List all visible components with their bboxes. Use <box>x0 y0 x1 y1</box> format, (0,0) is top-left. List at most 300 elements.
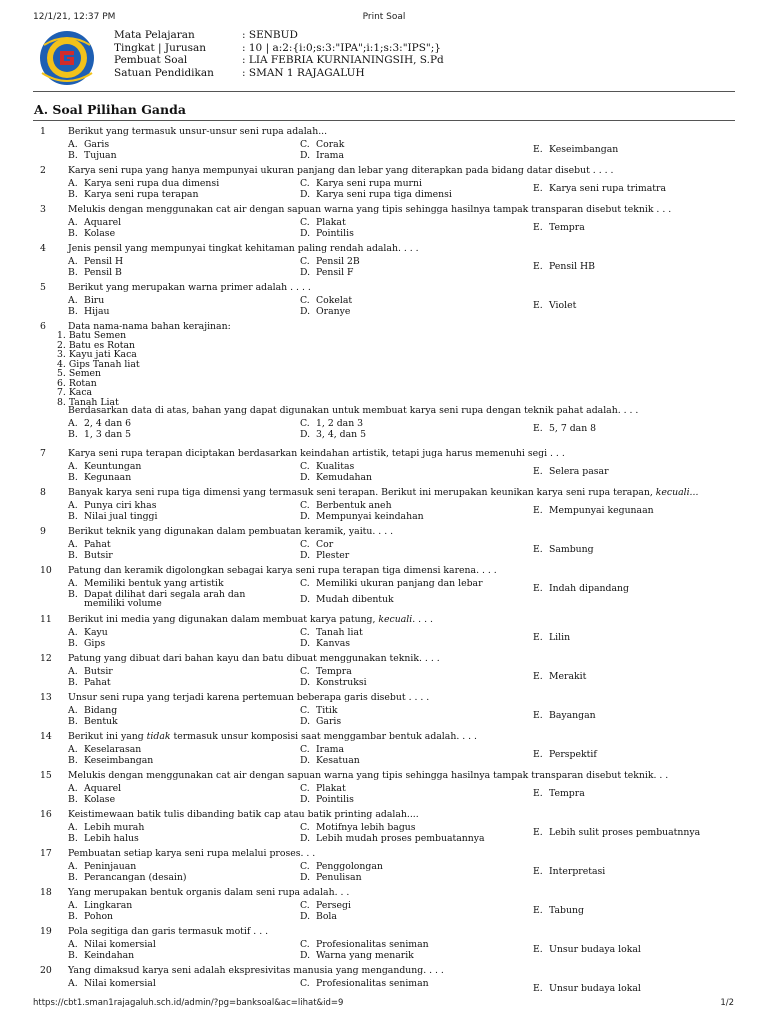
option-letter: D. <box>300 872 311 883</box>
option-text: Pahat <box>84 539 111 550</box>
option-a <box>68 217 121 228</box>
option-letter: E. <box>533 183 543 194</box>
option-text: Titik <box>316 705 338 716</box>
option-letter: E. <box>533 261 543 272</box>
option-text: Keseimbangan <box>84 755 154 766</box>
option-letter: E. <box>533 222 543 233</box>
option-e <box>533 983 641 994</box>
question-stem <box>68 809 733 820</box>
question-number: 6 <box>40 321 46 332</box>
stem-text: Unsur seni rupa yang terjadi karena pertemuan beberapa garis disebut . . . . <box>68 692 430 703</box>
option-text: Kemudahan <box>316 472 373 483</box>
stem-text: Pembuatan setiap karya seni rupa melalui proses. . . <box>68 848 316 859</box>
option-c <box>300 578 483 589</box>
stem-text: Karya seni rupa terapan diciptakan berdasarkan keindahan artistik, tetapi juga harus memenuhi segi . . . <box>68 448 565 459</box>
option-text: Karya seni rupa terapan <box>84 189 199 200</box>
print-title: Print Soal <box>362 12 406 22</box>
option-d <box>300 429 366 440</box>
option-letter: D. <box>300 267 311 278</box>
print-page-number: 1/2 <box>720 998 734 1008</box>
option-letter: C. <box>300 217 310 228</box>
option-letter: D. <box>300 228 311 239</box>
option-text: Gips <box>84 638 106 649</box>
option-a <box>68 461 141 472</box>
option-letter: E. <box>533 632 543 643</box>
question-stem <box>68 731 733 742</box>
option-b <box>68 950 134 961</box>
option-e <box>533 905 584 916</box>
option-text: Lilin <box>549 632 571 643</box>
option-text: Profesionalitas seniman <box>316 939 429 950</box>
question-stem <box>68 887 733 898</box>
option-c <box>300 178 422 189</box>
option-letter: B. <box>68 150 78 161</box>
option-c <box>300 666 352 677</box>
browser-print-header <box>0 12 768 26</box>
stem-emphasis: tidak <box>146 731 171 742</box>
option-text: Konstruksi <box>316 677 367 688</box>
question-stem <box>68 448 733 459</box>
question-stem <box>68 653 733 664</box>
materials-list-item: 7. Kaca <box>57 387 93 398</box>
browser-print-footer <box>0 998 768 1012</box>
option-c <box>300 705 338 716</box>
option-letter: D. <box>300 677 311 688</box>
option-text: Lebih halus <box>84 833 139 844</box>
option-a <box>68 578 224 589</box>
option-letter: E. <box>533 300 543 311</box>
print-datetime: 12/1/21, 12:37 PM <box>33 12 116 22</box>
option-text: Lebih sulit proses pembuatnnya <box>549 827 701 838</box>
option-e <box>533 144 618 155</box>
option-text: Kayu <box>84 627 108 638</box>
option-letter: C. <box>300 139 310 150</box>
materials-list-item: 4. Gips Tanah liat <box>57 358 140 370</box>
stem-text: Keistimewaan batik tulis dibanding batik cap atau batik printing adalah.... <box>68 809 419 820</box>
option-text: Keindahan <box>84 950 135 961</box>
option-text: Lebih mudah proses pembuatannya <box>316 833 485 844</box>
stem-text: termasuk unsur komposisi saat menggambar bentuk adalah. . . . <box>170 731 478 742</box>
question-number: 2 <box>40 165 46 176</box>
option-a <box>68 139 109 150</box>
option-letter: A. <box>68 822 78 833</box>
stem-text: Banyak karya seni rupa tiga dimensi yang termasuk seni terapan. Berikut ini merupakan keunikan karya seni rupa terapan, <box>68 487 653 498</box>
stem-emphasis: kecuali. . . . <box>375 614 433 625</box>
option-text: Tujuan <box>84 150 117 161</box>
option-letter: A. <box>68 461 78 472</box>
option-text: Kolase <box>84 794 116 805</box>
materials-list-item: 2. Batu es Rotan <box>57 339 135 351</box>
materials-list-item: 8. Tanah Liat <box>57 396 119 408</box>
option-e <box>533 300 576 311</box>
option-letter: B. <box>68 511 78 522</box>
option-text: 1, 2 dan 3 <box>316 418 364 429</box>
school-emblem-icon <box>36 29 98 87</box>
option-text: Perancangan (desain) <box>84 872 187 883</box>
option-e <box>533 944 641 955</box>
option-letter: C. <box>300 500 310 511</box>
option-b <box>68 716 118 727</box>
option-text: Keseimbangan <box>549 144 619 155</box>
option-letter: B. <box>68 638 78 649</box>
option-text: Berbentuk aneh <box>316 500 392 511</box>
option-letter: B. <box>68 950 78 961</box>
option-text: Tabung <box>549 905 584 916</box>
stem-text: Yang merupakan bentuk organis dalam seni rupa adalah. . . <box>68 887 350 898</box>
materials-list-item: 5. Semen <box>57 368 102 379</box>
option-e <box>533 505 654 516</box>
option-letter: D. <box>300 638 311 649</box>
question-number: 13 <box>40 692 52 703</box>
question-number: 9 <box>40 526 46 537</box>
option-text: Indah dipandang <box>549 583 629 594</box>
option-text: Kolase <box>84 228 116 239</box>
option-c <box>300 539 333 550</box>
option-letter: C. <box>300 822 310 833</box>
option-text: Pensil 2B <box>316 256 360 267</box>
option-b <box>68 267 122 278</box>
option-text: Perspektif <box>549 749 597 760</box>
question-number: 10 <box>40 565 52 576</box>
option-letter: C. <box>300 744 310 755</box>
option-letter: C. <box>300 783 310 794</box>
question-number: 5 <box>40 282 46 293</box>
option-d <box>300 306 350 317</box>
option-c <box>300 783 346 794</box>
option-text: Karya seni rupa tiga dimensi <box>316 189 452 200</box>
option-b-continuation: memiliki volume <box>84 598 162 609</box>
option-letter: A. <box>68 978 78 989</box>
question-number: 4 <box>40 243 46 254</box>
option-letter: B. <box>68 228 78 239</box>
question-stem <box>68 126 733 137</box>
divider <box>33 120 735 121</box>
option-letter: A. <box>68 217 78 228</box>
option-text: Cokelat <box>316 295 353 306</box>
option-letter: E. <box>533 144 543 155</box>
option-text: Nilai jual tinggi <box>84 511 158 522</box>
option-e <box>533 466 609 477</box>
option-d <box>300 872 362 883</box>
question-number: 1 <box>40 126 46 137</box>
option-text: Butsir <box>84 666 113 677</box>
option-text: Persegi <box>316 900 351 911</box>
option-letter: C. <box>300 978 310 989</box>
option-letter: D. <box>300 716 311 727</box>
question-number: 16 <box>40 809 52 820</box>
question-stem <box>68 165 733 176</box>
option-c <box>300 978 429 989</box>
option-letter: D. <box>300 594 311 605</box>
stem-text: Pola segitiga dan garis termasuk motif . . . <box>68 926 269 937</box>
option-d <box>300 228 354 239</box>
option-a <box>68 178 219 189</box>
option-text: Nilai komersial <box>84 978 156 989</box>
option-text: Keuntungan <box>84 461 142 472</box>
option-c <box>300 295 352 306</box>
option-letter: D. <box>300 911 311 922</box>
option-b <box>68 429 131 440</box>
option-d <box>300 755 360 766</box>
option-letter: E. <box>533 827 543 838</box>
option-c <box>300 500 392 511</box>
question-stem <box>68 848 733 859</box>
option-text: Motifnya lebih bagus <box>316 822 416 833</box>
question-stem <box>68 692 733 703</box>
option-letter: B. <box>68 716 78 727</box>
option-text: Corak <box>316 139 345 150</box>
option-e <box>533 583 629 594</box>
option-letter: C. <box>300 461 310 472</box>
option-text: Penggolongan <box>316 861 383 872</box>
question-number: 7 <box>40 448 46 459</box>
option-e <box>533 866 605 877</box>
option-letter: D. <box>300 511 311 522</box>
option-text: Plakat <box>316 217 346 228</box>
option-letter: D. <box>300 755 311 766</box>
question-stem-continuation: Berdasarkan data di atas, bahan yang dapat digunakan untuk membuat karya seni rupa dengan teknik pahat adalah. . . . <box>68 405 639 416</box>
option-letter: E. <box>533 671 543 682</box>
option-letter: E. <box>533 983 543 994</box>
question-stem <box>68 770 733 781</box>
option-text: Tempra <box>549 222 585 233</box>
option-text: Lingkaran <box>84 900 133 911</box>
option-text: Pensil B <box>84 267 122 278</box>
option-letter: E. <box>533 905 543 916</box>
option-letter: C. <box>300 705 310 716</box>
option-text: Pensil HB <box>549 261 595 272</box>
question-stem <box>68 243 733 254</box>
option-letter: C. <box>300 578 310 589</box>
stem-text: Berikut yang merupakan warna primer adalah . . . . <box>68 282 311 293</box>
option-text: Garis <box>316 716 342 727</box>
option-letter: D. <box>300 189 311 200</box>
option-text: Pahat <box>84 677 111 688</box>
option-letter: A. <box>68 744 78 755</box>
option-c <box>300 939 429 950</box>
option-text: 5, 7 dan 8 <box>549 423 597 434</box>
option-text: Pohon <box>84 911 114 922</box>
option-b <box>68 306 110 317</box>
option-d <box>300 189 452 200</box>
option-text: Tanah liat <box>316 627 363 638</box>
option-b <box>68 677 111 688</box>
option-d <box>300 594 394 605</box>
option-letter: B. <box>68 429 78 440</box>
option-text: Butsir <box>84 550 113 561</box>
option-c <box>300 822 416 833</box>
option-letter: A. <box>68 900 78 911</box>
stem-text: Karya seni rupa yang hanya mempunyai ukuran panjang dan lebar yang diterapkan pada bidang datar disebut . . . . <box>68 165 614 176</box>
divider <box>33 91 735 92</box>
option-text: Bola <box>316 911 337 922</box>
option-text: 2, 4 dan 6 <box>84 418 132 429</box>
option-text: Karya seni rupa trimatra <box>549 183 666 194</box>
option-d <box>300 716 341 727</box>
option-letter: E. <box>533 788 543 799</box>
option-a <box>68 295 104 306</box>
option-c <box>300 744 344 755</box>
question-number: 12 <box>40 653 52 664</box>
question-stem <box>68 487 733 498</box>
option-text: Bentuk <box>84 716 118 727</box>
option-letter: A. <box>68 500 78 511</box>
question-number: 11 <box>40 614 52 625</box>
option-text: Karya seni rupa dua dimensi <box>84 178 220 189</box>
question-stem <box>68 614 733 625</box>
option-letter: C. <box>300 627 310 638</box>
option-b <box>68 638 105 649</box>
question-stem <box>68 965 733 976</box>
option-text: Mempunyai keindahan <box>316 511 424 522</box>
option-letter: D. <box>300 833 311 844</box>
stem-text: Data nama-nama bahan kerajinan: <box>68 321 231 332</box>
option-letter: A. <box>68 783 78 794</box>
option-e <box>533 183 666 194</box>
option-letter: A. <box>68 256 78 267</box>
print-url: https://cbt1.sman1rajagaluh.sch.id/admin/?pg=banksoal&ac=lihat&id=9 <box>33 998 344 1008</box>
option-letter: C. <box>300 256 310 267</box>
option-e <box>533 261 595 272</box>
option-letter: B. <box>68 833 78 844</box>
option-c <box>300 139 344 150</box>
option-a <box>68 744 141 755</box>
option-a <box>68 539 111 550</box>
option-c <box>300 217 346 228</box>
option-d <box>300 911 337 922</box>
option-d <box>300 472 372 483</box>
option-text: Irama <box>316 150 345 161</box>
option-text: Merakit <box>549 671 587 682</box>
question-stem <box>68 321 733 332</box>
option-a <box>68 666 113 677</box>
option-d <box>300 511 424 522</box>
option-letter: B. <box>68 189 78 200</box>
stem-text: Berikut ini media yang digunakan dalam membuat karya patung, <box>68 614 376 625</box>
option-e <box>533 544 594 555</box>
option-letter: D. <box>300 550 311 561</box>
option-b <box>68 755 153 766</box>
option-letter: B. <box>68 306 78 317</box>
option-text: Dapat dilihat dari segala arah dan <box>84 589 246 600</box>
option-text: Nilai komersial <box>84 939 156 950</box>
option-text: Karya seni rupa murni <box>316 178 422 189</box>
option-letter: B. <box>68 872 78 883</box>
option-a <box>68 900 132 911</box>
option-d <box>300 638 350 649</box>
option-d <box>300 267 353 278</box>
option-text: Bayangan <box>549 710 596 721</box>
option-letter: E. <box>533 544 543 555</box>
option-c <box>300 900 351 911</box>
option-b <box>68 150 117 161</box>
option-a <box>68 861 136 872</box>
option-letter: A. <box>68 861 78 872</box>
option-letter: C. <box>300 539 310 550</box>
option-e <box>533 710 596 721</box>
option-letter: E. <box>533 505 543 516</box>
option-text: Selera pasar <box>549 466 609 477</box>
option-text: Plakat <box>316 783 346 794</box>
option-letter: E. <box>533 749 543 760</box>
option-text: Profesionalitas seniman <box>316 978 429 989</box>
question-stem <box>68 204 733 215</box>
option-text: Mudah dibentuk <box>316 594 394 605</box>
option-text: Kanvas <box>316 638 351 649</box>
option-letter: E. <box>533 944 543 955</box>
materials-list-item: 3. Kayu jati Kaca <box>57 349 137 360</box>
option-c <box>300 461 354 472</box>
option-b <box>68 872 186 883</box>
option-b <box>68 833 139 844</box>
option-letter: C. <box>300 295 310 306</box>
option-c <box>300 418 363 429</box>
option-text: Aquarel <box>84 217 122 228</box>
option-text: Keselarasan <box>84 744 142 755</box>
stem-emphasis: kecuali... <box>652 487 699 498</box>
option-b <box>68 794 115 805</box>
option-text: Aquarel <box>84 783 122 794</box>
option-letter: A. <box>68 705 78 716</box>
option-letter: E. <box>533 866 543 877</box>
stem-text: Patung dan keramik digolongkan sebagai karya seni rupa terapan tiga dimensi karena. . . . <box>68 565 497 576</box>
option-letter: D. <box>300 472 311 483</box>
question-number: 8 <box>40 487 46 498</box>
option-text: Kualitas <box>316 461 355 472</box>
option-text: Sambung <box>549 544 594 555</box>
option-e <box>533 671 586 682</box>
option-text: Cor <box>316 539 334 550</box>
question-number: 3 <box>40 204 46 215</box>
option-text: Irama <box>316 744 345 755</box>
option-d <box>300 677 367 688</box>
option-text: Peninjauan <box>84 861 137 872</box>
option-letter: B. <box>68 267 78 278</box>
question-number: 20 <box>40 965 52 976</box>
option-letter: B. <box>68 472 78 483</box>
option-text: Warna yang menarik <box>316 950 414 961</box>
option-b <box>68 189 198 200</box>
materials-list-item: 1. Batu Semen <box>57 330 127 341</box>
stem-text: Berikut ini yang <box>68 731 147 742</box>
option-letter: B. <box>68 755 78 766</box>
option-letter: D. <box>300 429 311 440</box>
option-letter: C. <box>300 939 310 950</box>
option-letter: E. <box>533 710 543 721</box>
option-text: 3, 4, dan 5 <box>316 429 367 440</box>
materials-list-item: 6. Rotan <box>57 377 97 389</box>
option-letter: A. <box>68 178 78 189</box>
option-letter: B. <box>68 550 78 561</box>
option-a <box>68 256 123 267</box>
option-letter: A. <box>68 666 78 677</box>
question-number: 15 <box>40 770 52 781</box>
option-d <box>300 150 344 161</box>
option-a <box>68 627 108 638</box>
option-b <box>68 472 131 483</box>
option-letter: C. <box>300 666 310 677</box>
option-text: Memiliki ukuran panjang dan lebar <box>316 578 483 589</box>
option-d <box>300 950 414 961</box>
materials-list <box>57 331 140 407</box>
option-a <box>68 705 117 716</box>
option-c <box>300 627 363 638</box>
stem-text: Berikut teknik yang digunakan dalam pembuatan keramik, yaitu. . . . <box>68 526 394 537</box>
option-e <box>533 222 585 233</box>
option-text: 1, 3 dan 5 <box>84 429 132 440</box>
stem-text: Yang dimaksud karya seni adalah ekspresivitas manusia yang mengandung. . . . <box>68 965 444 976</box>
option-letter: E. <box>533 466 543 477</box>
